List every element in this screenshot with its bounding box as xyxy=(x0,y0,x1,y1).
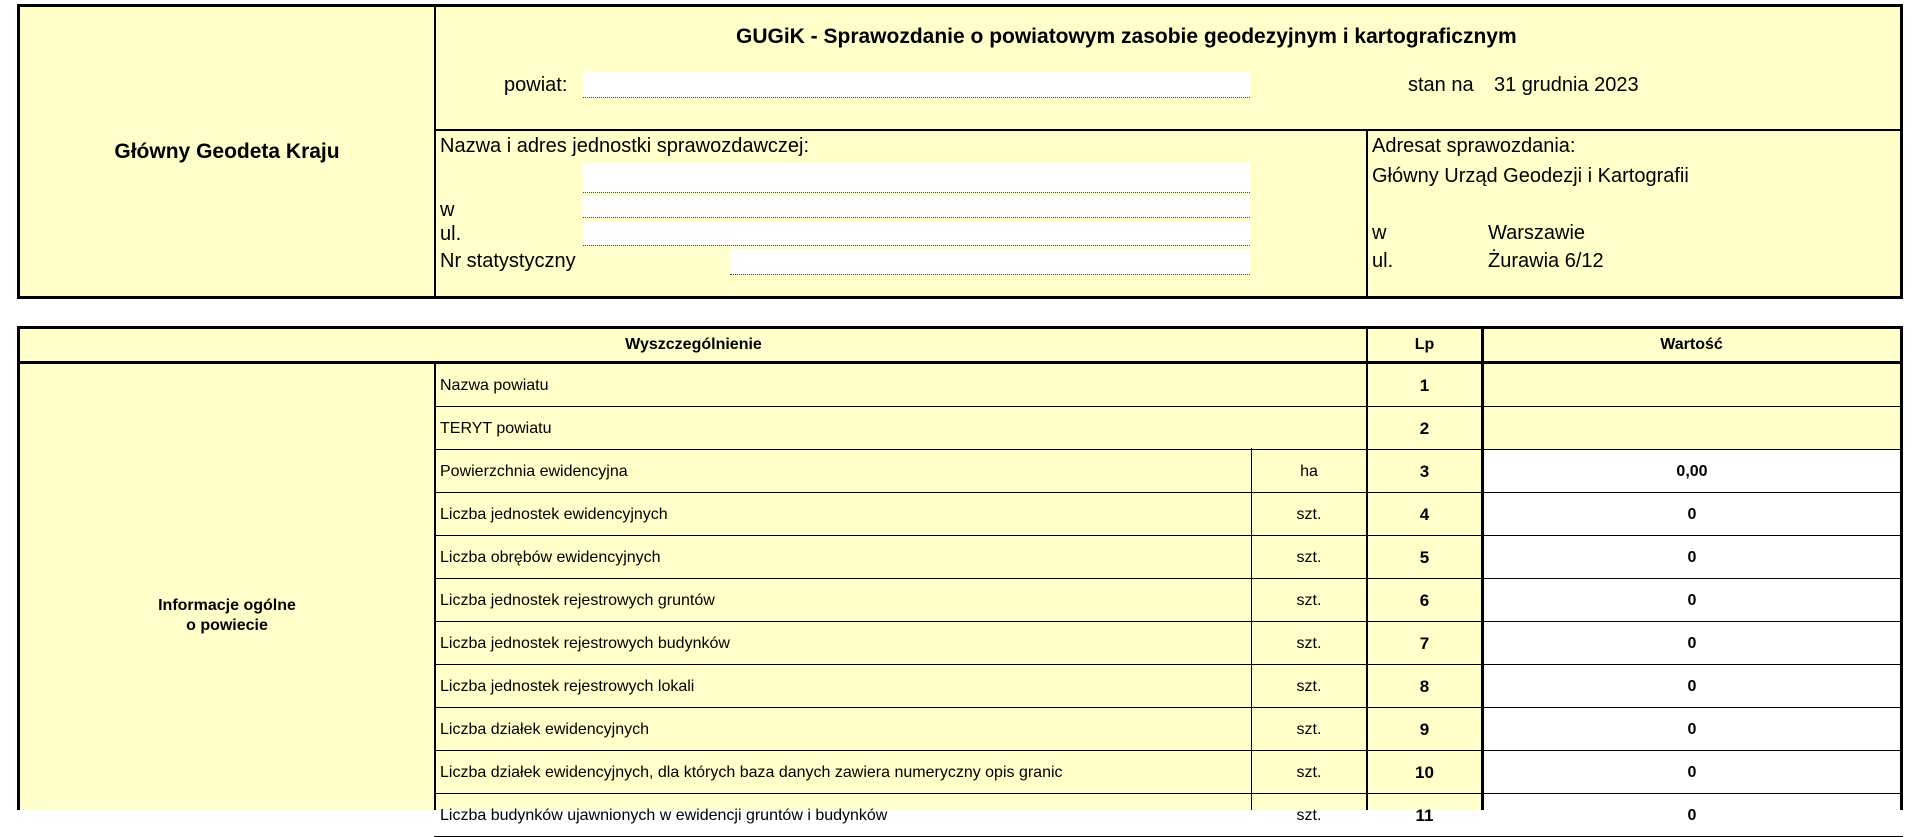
row-lp: 3 xyxy=(1419,461,1430,481)
row-description: Nazwa powiatu xyxy=(440,376,549,394)
unit-label: Nazwa i adres jednostki sprawozdawczej: xyxy=(440,135,810,157)
row-value-field[interactable]: 0 xyxy=(1484,751,1900,794)
powiat-input[interactable] xyxy=(583,72,1250,98)
ul-input[interactable] xyxy=(583,222,1250,246)
row-description: Liczba jednostek rejestrowych lokali xyxy=(440,677,695,695)
row-value-field[interactable] xyxy=(1484,407,1900,450)
stan-na-label: stan na xyxy=(1408,74,1474,96)
section-label: Informacje ogólne o powiecie xyxy=(158,597,296,634)
row-value-field[interactable]: 0 xyxy=(1484,493,1900,536)
adresat-w-value: Warszawie xyxy=(1488,222,1586,244)
unit-name-input[interactable] xyxy=(583,163,1250,193)
row-description: Liczba budynków ujawnionych w ewidencji gruntów i budynków xyxy=(440,806,888,824)
row-unit: szt. xyxy=(1296,806,1322,824)
nr-stat-input[interactable] xyxy=(730,249,1250,275)
row-value-field[interactable]: 0,00 xyxy=(1484,450,1900,493)
row-description: Liczba obrębów ewidencyjnych xyxy=(440,548,661,566)
row-description: Liczba działek ewidencyjnych, dla których baza danych zawiera numeryczny opis granic xyxy=(440,763,1063,781)
row-lp: 11 xyxy=(1415,805,1434,825)
col-header-value: Wartość xyxy=(1660,336,1723,353)
col-header-desc: Wyszczególnienie xyxy=(625,336,762,353)
row-lp: 4 xyxy=(1419,504,1430,524)
adresat-ul-value: Żurawia 6/12 xyxy=(1488,250,1604,272)
row-unit: szt. xyxy=(1296,591,1322,609)
row-description: Liczba działek ewidencyjnych xyxy=(440,720,649,738)
powiat-label: powiat: xyxy=(504,74,568,96)
row-unit: ha xyxy=(1300,462,1318,480)
row-description: Liczba jednostek rejestrowych gruntów xyxy=(440,591,715,609)
row-unit: szt. xyxy=(1296,634,1322,652)
stan-na-value: 31 grudnia 2023 xyxy=(1494,74,1639,96)
col-header-lp: Lp xyxy=(1414,336,1435,353)
row-unit: szt. xyxy=(1296,505,1322,523)
row-lp: 7 xyxy=(1419,633,1430,653)
row-value-field[interactable]: 0 xyxy=(1484,708,1900,751)
row-lp: 2 xyxy=(1419,418,1430,438)
row-lp: 5 xyxy=(1419,547,1430,567)
row-unit: szt. xyxy=(1296,720,1322,738)
w-input[interactable] xyxy=(583,196,1250,218)
report-title: GUGiK - Sprawozdanie o powiatowym zasobie geodezyjnym i kartograficznym xyxy=(736,25,1517,48)
row-description: TERYT powiatu xyxy=(440,419,552,437)
row-value-field[interactable]: 0 xyxy=(1484,536,1900,579)
row-value-field[interactable] xyxy=(1484,364,1900,407)
adresat-ul-label: ul. xyxy=(1372,250,1394,272)
row-unit: szt. xyxy=(1296,763,1322,781)
ul-label: ul. xyxy=(440,223,462,245)
row-unit: szt. xyxy=(1296,677,1322,695)
header-divider-lower xyxy=(1366,129,1368,299)
adresat-w-label: w xyxy=(1372,222,1387,244)
row-lp: 9 xyxy=(1419,719,1430,739)
header-divider-vertical xyxy=(434,4,436,299)
row-value-field[interactable]: 0 xyxy=(1484,579,1900,622)
adresat-name: Główny Urząd Geodezji i Kartografii xyxy=(1372,165,1689,187)
row-lp: 10 xyxy=(1415,762,1434,782)
header-divider-horizontal xyxy=(434,129,1903,131)
row-unit: szt. xyxy=(1296,548,1322,566)
row-value-field[interactable]: 0 xyxy=(1484,794,1900,837)
w-label: w xyxy=(440,199,455,221)
row-value-field[interactable]: 0 xyxy=(1484,665,1900,708)
row-lp: 1 xyxy=(1419,375,1430,395)
row-lp: 8 xyxy=(1419,676,1430,696)
row-description: Liczba jednostek rejestrowych budynków xyxy=(440,634,730,652)
adresat-label: Adresat sprawozdania: xyxy=(1372,135,1576,157)
row-description: Liczba jednostek ewidencyjnych xyxy=(440,505,668,523)
org-name: Główny Geodeta Kraju xyxy=(114,139,340,163)
row-description: Powierzchnia ewidencyjna xyxy=(440,462,628,480)
row-value-field[interactable]: 0 xyxy=(1484,622,1900,665)
row-lp: 6 xyxy=(1419,590,1430,610)
nr-stat-label: Nr statystyczny xyxy=(440,250,576,272)
